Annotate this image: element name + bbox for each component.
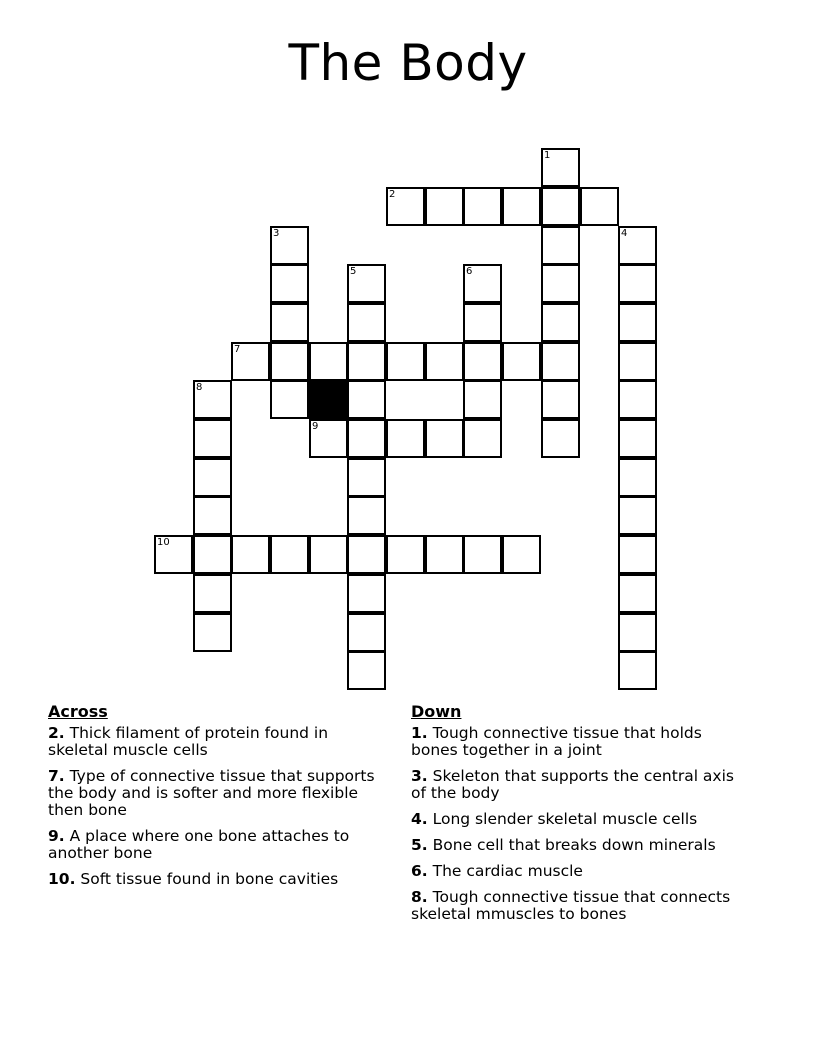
crossword-cell[interactable] xyxy=(463,303,502,342)
crossword-cell[interactable] xyxy=(270,380,309,419)
clue-number: 5 xyxy=(350,266,357,277)
crossword-cell[interactable] xyxy=(231,342,270,381)
crossword-cell[interactable] xyxy=(386,187,425,226)
crossword-cell[interactable] xyxy=(193,535,232,574)
crossword-cell[interactable] xyxy=(502,187,541,226)
crossword-cell[interactable] xyxy=(541,342,580,381)
crossword-cell[interactable] xyxy=(618,342,657,381)
across-clues xyxy=(48,702,388,897)
down-clue: 3. Skeleton that supports the central axis of the body xyxy=(411,767,734,802)
crossword-cell[interactable] xyxy=(618,380,657,419)
crossword-cell[interactable] xyxy=(347,496,386,535)
crossword-cell[interactable] xyxy=(193,380,232,419)
across-clue: 2. Thick filament of protein found in skeletal muscle cells xyxy=(48,724,329,759)
crossword-cell[interactable] xyxy=(425,342,464,381)
crossword-cell[interactable] xyxy=(618,651,657,690)
crossword-cell[interactable] xyxy=(463,187,502,226)
crossword-cell[interactable] xyxy=(154,535,193,574)
crossword-cell[interactable] xyxy=(618,613,657,652)
crossword-cell[interactable] xyxy=(193,419,232,458)
crossword-cell[interactable] xyxy=(618,458,657,497)
clue-number: 10 xyxy=(157,537,170,548)
crossword-cell[interactable] xyxy=(618,419,657,458)
clue-number: 8 xyxy=(196,382,203,393)
down-clues xyxy=(411,702,751,932)
crossword-cell[interactable] xyxy=(541,264,580,303)
clue-number: 2 xyxy=(389,189,396,200)
crossword-cell[interactable] xyxy=(193,613,232,652)
page-title: The Body xyxy=(288,34,528,92)
crossword-cell[interactable] xyxy=(347,535,386,574)
crossword-cell[interactable] xyxy=(193,458,232,497)
clue-number: 9 xyxy=(312,421,319,432)
crossword-cell[interactable] xyxy=(425,419,464,458)
clue-number: 6 xyxy=(466,266,473,277)
crossword-cell[interactable] xyxy=(463,535,502,574)
crossword-cell[interactable] xyxy=(270,342,309,381)
clue-number: 4 xyxy=(621,228,628,239)
crossword-cell[interactable] xyxy=(618,574,657,613)
crossword-cell[interactable] xyxy=(541,419,580,458)
clue-number: 7 xyxy=(234,344,241,355)
crossword-cell[interactable] xyxy=(618,303,657,342)
clue-number: 3 xyxy=(273,228,280,239)
crossword-cell[interactable] xyxy=(502,342,541,381)
crossword-cell[interactable] xyxy=(386,342,425,381)
crossword-cell[interactable] xyxy=(541,226,580,265)
crossword-block-cell xyxy=(309,380,348,419)
clue-number: 1 xyxy=(544,150,551,161)
crossword-cell[interactable] xyxy=(618,264,657,303)
crossword-cell[interactable] xyxy=(193,574,232,613)
crossword-cell[interactable] xyxy=(347,380,386,419)
crossword-cell[interactable] xyxy=(309,419,348,458)
crossword-cell[interactable] xyxy=(347,651,386,690)
crossword-cell[interactable] xyxy=(541,303,580,342)
crossword-cell[interactable] xyxy=(463,419,502,458)
crossword-cell[interactable] xyxy=(580,187,619,226)
down-heading: Down xyxy=(411,702,462,721)
crossword-cell[interactable] xyxy=(347,419,386,458)
crossword-cell[interactable] xyxy=(541,148,580,187)
crossword-cell[interactable] xyxy=(386,419,425,458)
down-clue: 5. Bone cell that breaks down minerals xyxy=(411,836,716,854)
crossword-cell[interactable] xyxy=(541,187,580,226)
crossword-cell[interactable] xyxy=(618,226,657,265)
crossword-cell[interactable] xyxy=(193,496,232,535)
crossword-cell[interactable] xyxy=(541,380,580,419)
crossword-cell[interactable] xyxy=(618,496,657,535)
crossword-cell[interactable] xyxy=(425,535,464,574)
crossword-cell[interactable] xyxy=(347,613,386,652)
across-clue: 7. Type of connective tissue that supports the body and is softer and more flexible then bone xyxy=(48,767,375,819)
down-clue: 4. Long slender skeletal muscle cells xyxy=(411,810,698,828)
crossword-cell[interactable] xyxy=(347,264,386,303)
crossword-cell[interactable] xyxy=(463,380,502,419)
down-clue: 8. Tough connective tissue that connects skeletal mmuscles to bones xyxy=(411,888,731,923)
crossword-cell[interactable] xyxy=(270,535,309,574)
crossword-cell[interactable] xyxy=(347,574,386,613)
crossword-cell[interactable] xyxy=(347,342,386,381)
crossword-cell[interactable] xyxy=(347,303,386,342)
across-clue: 10. Soft tissue found in bone cavities xyxy=(48,870,339,888)
crossword-cell[interactable] xyxy=(502,535,541,574)
down-clue: 1. Tough connective tissue that holds bones together in a joint xyxy=(411,724,702,759)
down-clue: 6. The cardiac muscle xyxy=(411,862,583,880)
across-heading: Across xyxy=(48,702,108,721)
crossword-cell[interactable] xyxy=(347,458,386,497)
crossword-cell[interactable] xyxy=(463,342,502,381)
crossword-cell[interactable] xyxy=(425,187,464,226)
crossword-cell[interactable] xyxy=(270,303,309,342)
crossword-cell[interactable] xyxy=(463,264,502,303)
across-clue: 9. A place where one bone attaches to another bone xyxy=(48,827,350,862)
crossword-cell[interactable] xyxy=(618,535,657,574)
crossword-cell[interactable] xyxy=(231,535,270,574)
crossword-cell[interactable] xyxy=(309,342,348,381)
crossword-cell[interactable] xyxy=(386,535,425,574)
crossword-cell[interactable] xyxy=(309,535,348,574)
crossword-cell[interactable] xyxy=(270,264,309,303)
crossword-cell[interactable] xyxy=(270,226,309,265)
